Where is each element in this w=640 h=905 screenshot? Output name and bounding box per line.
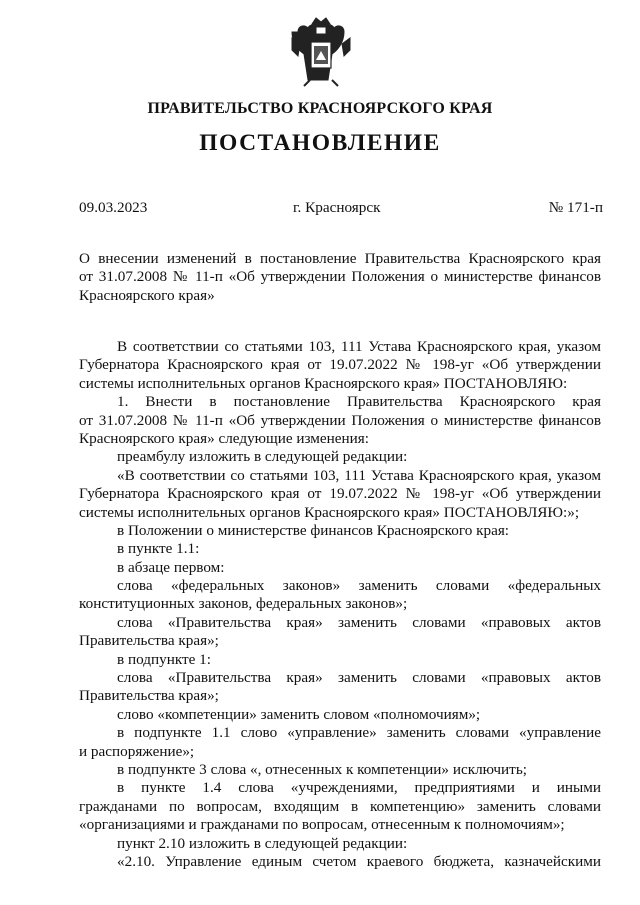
body-line: В соответствии со статьями 103, 111 Устава Красноярского края, указом bbox=[117, 338, 601, 355]
body-line: гражданами по вопросам, входящим в компетенцию» заменить словами bbox=[79, 797, 601, 815]
subject-line: О внесении изменений в постановление Правительства Красноярского края bbox=[79, 250, 601, 267]
body-line: в подпункте 3 слова «, отнесенных к компетенции» исключить; bbox=[117, 760, 527, 778]
body-line: Губернатора Красноярского края от 19.07.2022 № 198-уг «Об утверждении bbox=[79, 485, 601, 503]
body-line: от 31.07.2008 № 11-п «Об утверждении Положения о министерстве финансов bbox=[79, 411, 601, 429]
body-line: в абзаце первом: bbox=[117, 558, 225, 576]
subject-line: Красноярского края» bbox=[79, 286, 215, 304]
body-line: и распоряжение»; bbox=[79, 742, 195, 760]
body-line: «В соответствии со статьями 103, 111 Устава Красноярского края, указом bbox=[117, 466, 601, 484]
body-line: Правительства края»; bbox=[79, 632, 219, 650]
document-number: № 171-п bbox=[548, 199, 603, 216]
body-line: Красноярского края» следующие изменения: bbox=[79, 429, 369, 447]
body-line: пункт 2.10 изложить в следующей редакции: bbox=[117, 834, 408, 852]
body-line: «2.10. Управление единым счетом краевого бюджета, казначейскими bbox=[117, 852, 601, 870]
document-subject bbox=[79, 250, 601, 305]
body-line: Правительства края»; bbox=[79, 687, 219, 705]
body-line: системы исполнительных органов Красноярского края» ПОСТАНОВЛЯЮ:»; bbox=[79, 503, 580, 521]
document-type-title: ПОСТАНОВЛЕНИЕ bbox=[199, 130, 441, 156]
body-line: преамбулу изложить в следующей редакции: bbox=[117, 448, 408, 466]
body-line: слова «Правительства края» заменить словами «правовых актов bbox=[117, 669, 601, 687]
government-name: ПРАВИТЕЛЬСТВО КРАСНОЯРСКОГО КРАЯ bbox=[147, 100, 493, 117]
body-line: слова «Правительства края» заменить словами «правовых актов bbox=[117, 613, 601, 631]
body-line: «организациями и гражданами по вопросам, отнесенным к полномочиям»; bbox=[79, 816, 565, 834]
body-line: в подпункте 1.1 слово «управление» заменить словами «управление bbox=[117, 724, 601, 742]
body-line: в Положении о министерстве финансов Красноярского края: bbox=[117, 521, 510, 539]
body-line: 1. Внести в постановление Правительства Красноярского края bbox=[117, 393, 601, 411]
body-line: конституционных законов, федеральных законов»; bbox=[79, 595, 408, 613]
document-city: г. Красноярск bbox=[293, 199, 381, 216]
document-date: 09.03.2023 bbox=[79, 199, 148, 216]
body-line: слова «федеральных законов» заменить словами «федеральных bbox=[117, 577, 601, 595]
body-line: системы исполнительных органов Красноярского края» ПОСТАНОВЛЯЮ: bbox=[79, 374, 568, 392]
body-line: Губернатора Красноярского края от 19.07.2022 № 198-уг «Об утверждении bbox=[79, 356, 601, 374]
subject-line: от 31.07.2008 № 11-п «Об утверждении Положения о министерстве финансов bbox=[79, 268, 601, 286]
body-line: в пункте 1.4 слова «учреждениями, предприятиями и иными bbox=[117, 779, 601, 797]
body-line: слово «компетенции» заменить словом «полномочиям»; bbox=[117, 705, 481, 723]
body-line: в подпункте 1: bbox=[117, 650, 211, 668]
document-body bbox=[79, 338, 601, 871]
coat-of-arms-emblem-icon bbox=[290, 14, 352, 88]
body-line: в пункте 1.1: bbox=[117, 540, 200, 558]
